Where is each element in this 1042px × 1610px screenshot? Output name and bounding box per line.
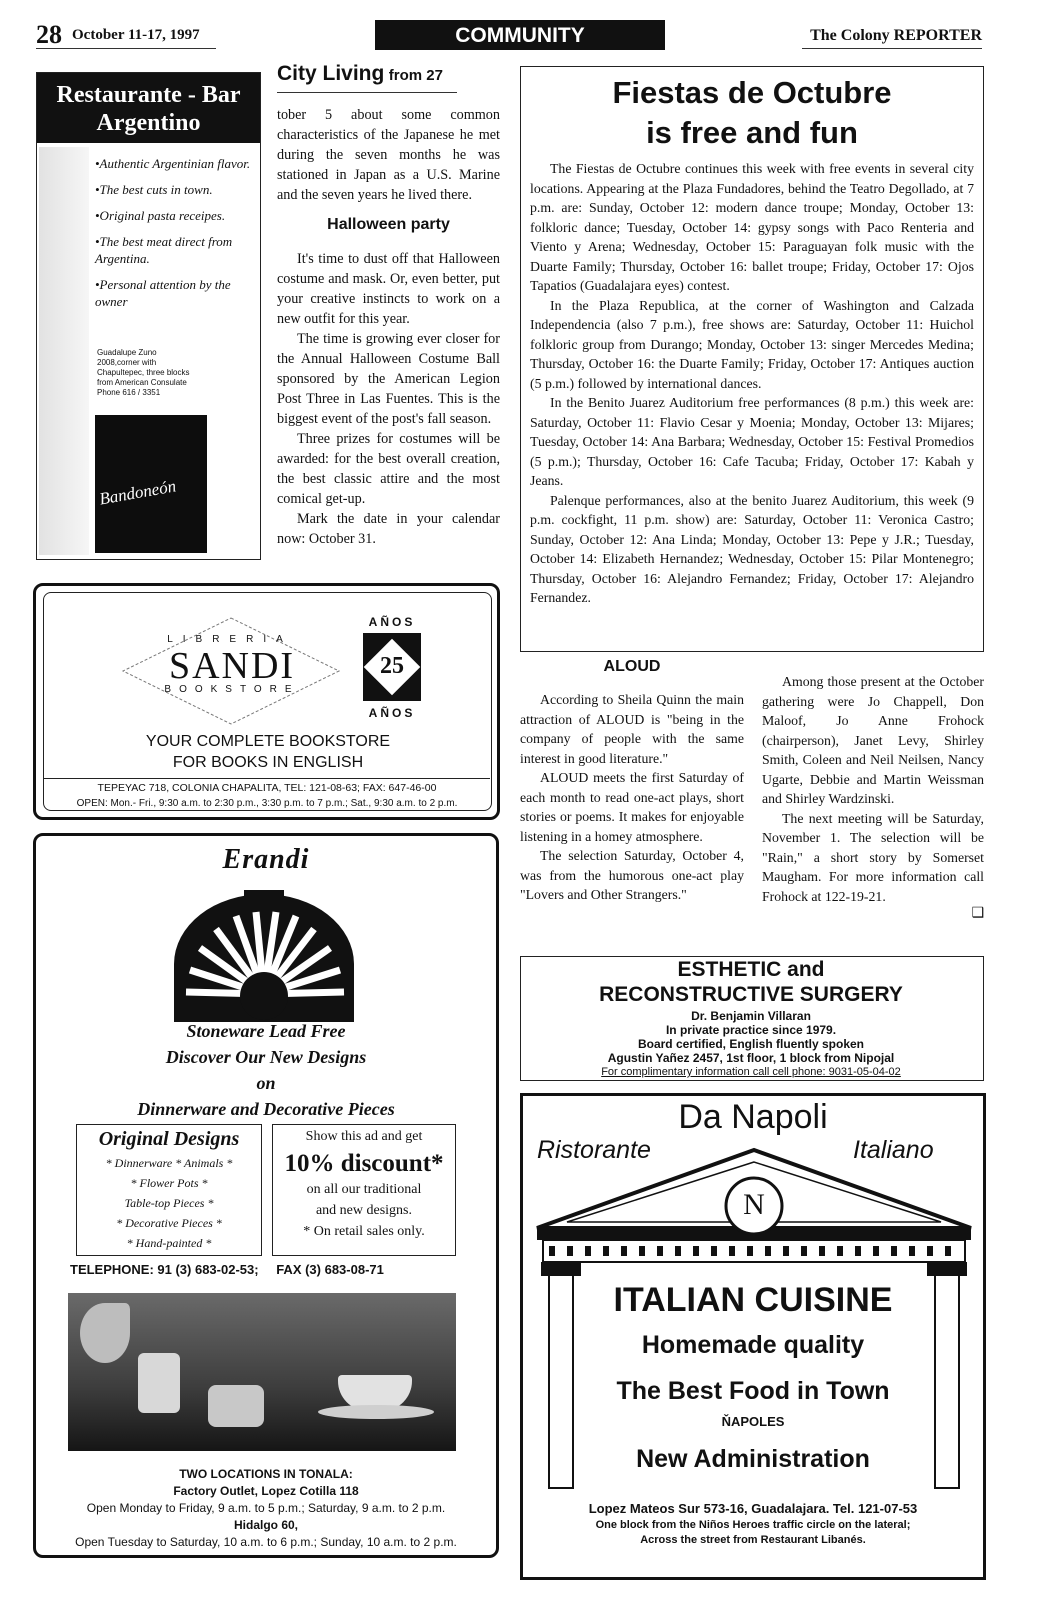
sandi-address: TEPEYAC 718, COLONIA CHAPALITA, TEL: 121-08-63; FAX: 647-46-00 (97, 782, 437, 794)
discount-line: * On retail sales only. (303, 1224, 425, 1239)
paragraph: It's time to dust off that Halloween costume and mask. Or, even better, put your creative instincts to work on a new outfit for this year. (277, 251, 500, 327)
napoli-italiano: Italiano (853, 1136, 934, 1164)
sandi-divider (44, 778, 490, 779)
headline-from: from 27 (388, 67, 443, 84)
napoli-monogram: N (743, 1188, 765, 1221)
bandoneon-logo (95, 415, 207, 553)
address-line: Guadalupe Zuno (97, 348, 157, 357)
sandi-bottom-letters: BOOKSTORE (164, 684, 300, 695)
issue-date: October 11-17, 1997 (72, 27, 200, 43)
headline-line2: is free and fun (646, 115, 858, 150)
napoles-line: ŇAPOLES (721, 1414, 785, 1429)
slogan-line: on (256, 1073, 276, 1093)
designs-title: Original Designs (98, 1128, 240, 1150)
arch-top (244, 890, 284, 906)
paragraph: The time is growing ever closer for the Annual Halloween Costume Ball sponsored by the American Legion Post Three in Las Fuentes. This is the biggest event of the post's fall season. (277, 331, 500, 427)
anniversary-badge (363, 633, 421, 701)
city-living-body (277, 105, 500, 549)
napoli-directions: Across the street from Restaurant Libanés. (640, 1534, 866, 1546)
fiestas-article (520, 66, 984, 652)
detail-line: In private practice since 1979. (665, 1023, 837, 1037)
ad-da-napoli (520, 1093, 986, 1580)
ad-argentino (36, 72, 261, 560)
detail-line: Board certified, English fluently spoken (637, 1037, 865, 1051)
paper-name: The Colony REPORTER (810, 27, 982, 44)
section-title: COMMUNITY (455, 24, 585, 47)
anniversary-number: 25 (380, 653, 404, 679)
header-rule-right (802, 48, 982, 49)
left-column (549, 1268, 573, 1488)
designs-item: * Flower Pots * (130, 1176, 208, 1190)
paragraph: The next meeting will be Saturday, November 1. The selection will be "Rain," a short story by Somerset Maugham. For more information call Frohock at 122-19-21. (762, 810, 984, 904)
erandi-designs-box (76, 1124, 262, 1256)
napoli-directions: One block from the Niños Heroes traffic circle on the lateral; (595, 1519, 911, 1531)
argentino-title-line2: Argentino (96, 110, 201, 136)
left-capital (541, 1262, 581, 1276)
slogan-line: Dinnerware and Decorative Pieces (137, 1099, 395, 1119)
anos-bottom: AÑOS (368, 706, 416, 720)
location-name: Hidalgo 60, (233, 1518, 298, 1532)
city-living-headline (277, 62, 500, 92)
cuisine-line: ITALIAN CUISINE (613, 1281, 893, 1319)
best-line: The Best Food in Town (616, 1377, 890, 1405)
argentino-address (97, 348, 247, 398)
end-mark: ❑ (971, 905, 984, 920)
anos-top: AÑOS (368, 615, 416, 629)
slogan-line: Discover Our New Designs (165, 1047, 367, 1067)
quality-line: Homemade quality (641, 1331, 865, 1359)
napoli-ristorante: Ristorante (537, 1136, 651, 1164)
bullet-item: •Personal attention by the owner (95, 277, 231, 309)
fiestas-body (530, 159, 974, 608)
ad-esthetic-surgery (520, 956, 984, 1081)
fiestas-headline (530, 73, 974, 153)
location-name: Factory Outlet, Lopez Cotilla 118 (173, 1484, 359, 1498)
paragraph: In the Plaza Republica, at the corner of Washington and Calzada Independencia (also 7 p.m.), free shows are: Saturday, October 11: Huichol folkloric group from Durango; Monday, October 13: singer Mercedes Medina; Thursday, October 16: the Duarte Family; Friday, October 17: Antiques auction (5 p.m.) followed by international dances. (530, 297, 974, 391)
aloud-column-2 (762, 672, 984, 920)
aloud-subhead: ALOUD (603, 658, 661, 675)
designs-item: * Decorative Pieces * (116, 1216, 222, 1230)
erandi-slogans (36, 1018, 496, 1122)
headline-rule (277, 92, 457, 93)
paragraph: Mark the date in your calendar now: October 31. (277, 511, 500, 547)
doctor-name: Dr. Benjamin Villaran (691, 1009, 811, 1023)
location-hours: Open Tuesday to Saturday, 10 a.m. to 6 p.m.; Sunday, 10 a.m. to 2 p.m. (75, 1535, 457, 1549)
page-header (36, 18, 982, 52)
sandi-name: SANDI (168, 645, 296, 687)
bullet-item: •Authentic Argentinian flavor. (95, 156, 251, 171)
bandoneon-signature: Bandoneón (97, 476, 178, 509)
designs-item: * Hand-painted * (126, 1236, 212, 1250)
designs-item: Table-top Pieces * (124, 1196, 214, 1210)
intro-paragraph: tober 5 about some common characteristics of the Japanese he met during the seven months he was stationed in Japan as a U.S. Marine and the seven years he lived there. (277, 107, 500, 203)
discount-amount: 10% discount* (284, 1150, 444, 1177)
address-line: 2008,corner with (97, 358, 157, 367)
erandi-phone-line (70, 1262, 470, 1277)
argentino-title (37, 73, 260, 143)
headline-line1: Fiestas de Octubre (612, 75, 892, 110)
napoli-body (583, 1278, 923, 1488)
napoli-address: Lopez Mateos Sur 573-16, Guadalajara. Tel. 121-07-53 (588, 1501, 918, 1516)
address-line: Phone 616 / 3351 (97, 388, 161, 397)
location-hours: Open Monday to Friday, 9 a.m. to 5 p.m.; Saturday, 9 a.m. to 2 p.m. (86, 1501, 446, 1515)
paragraph: ALOUD meets the first Saturday of each month to read one-act plays, short stories or poems. It makes for enjoyable listening in a homey atmosphere. (520, 770, 744, 844)
paragraph: Among those present at the October gathering were Jo Chappell, Don Maloof, Jo Anne Frohock (chairperson), Janet Levy, Shirley Smith, Coleen and Neil Neilsen, Nancy Ugarte, Debbie and Martin Weissman and Shirley Wardzinski. (762, 674, 984, 806)
erandi-discount-box (272, 1124, 456, 1256)
esthetic-details (521, 1009, 981, 1079)
bullet-item: •The best meat direct from Argentina. (95, 234, 233, 266)
erandi-locations (36, 1466, 496, 1551)
detail-line: For complimentary information call cell phone: 9031-05-04-02 (601, 1066, 901, 1078)
address-line: from American Consulate (97, 378, 187, 387)
saucer-shape (318, 1405, 434, 1419)
section-banner (375, 20, 665, 50)
argentino-title-line1: Restaurante - Bar (56, 82, 241, 108)
esthetic-title-line1: ESTHETIC and (677, 958, 825, 981)
tagline-line2: FOR BOOKS IN ENGLISH (172, 754, 364, 771)
argentino-bullets (95, 155, 255, 310)
mug-shape (138, 1353, 180, 1413)
address-line: Chapultepec, three blocks (97, 368, 190, 377)
napoli-address-block (523, 1500, 983, 1548)
bullet-item: •Original pasta receipes. (95, 208, 226, 223)
sun-center (240, 972, 288, 1020)
discount-line: and new designs. (315, 1203, 413, 1218)
ad-sandi (33, 583, 500, 820)
pottery-photo (68, 1293, 456, 1451)
sandi-tagline (66, 731, 470, 773)
paragraph: In the Benito Juarez Auditorium free performances (8 p.m.) this week are: Saturday, October 11: Flavio Cesar y Moenia; Monday, October 13: Mijares; Tuesday, October 14: Ana Barbara; Wednesday, October 15: Festival Promedios (5 p.m.); Thursday, October 16: Cafe Tacuba; Friday, October 17: Kabah y Jeans. (530, 395, 974, 488)
slogan-line: Stoneware Lead Free (186, 1021, 346, 1041)
esthetic-title (521, 957, 981, 1007)
paragraph: The Fiestas de Octubre continues this week with free events in several city locations. Appearing at the Plaza Fundadores, behind the Teatro Degollado, at 7 p.m. are: Sunday, October 12: modern dance troupe; Monday, October 13: folkloric dance; Tuesday, October 14: gypsy songs with Paco Renteria and Viento y Arena; Wednesday, October 15: Paraguayan folk music with the Duarte Family; Thursday, October 16: ballet troupe; Friday, October 17: Ojos Tapatios (Guadalajara eyes) contest. (530, 161, 974, 293)
paragraph: According to Sheila Quinn the main attraction of ALOUD is "being in the company of people with the same interest in good literature." (520, 692, 744, 766)
halloween-subhead: Halloween party (327, 216, 450, 233)
headline-text: City Living (277, 62, 385, 85)
admin-line: New Administration (636, 1445, 870, 1473)
erandi-name: Erandi (222, 844, 310, 875)
erandi-telephone: TELEPHONE: 91 (3) 683-02-53; (70, 1262, 259, 1277)
right-column (935, 1268, 959, 1488)
sandi-top-letters: LIBRERIA (167, 634, 293, 645)
city-living-article (277, 62, 500, 549)
detail-line: Agustin Yañez 2457, 1st floor, 1 block from Nipojal (607, 1051, 895, 1065)
discount-line: on all our traditional (306, 1182, 422, 1197)
erandi-sunburst-logo (164, 884, 364, 1024)
page-number: 28 (36, 20, 62, 49)
erandi-fax: FAX (3) 683-08-71 (276, 1262, 384, 1277)
paragraph: Palenque performances, also at the benito Juarez Auditorium, this week (9 p.m. cockfight, 11 p.m. show) are: Saturday, October 11: Veronica Castro; Sunday, October 12: Ana Linda; Monday, October 13: Pepe y J.R.; Tuesday, October 14: Elizabeth Hernandez; Wednesday, October 15: Pilar Montenegro; Thursday, October 16: Alejandro Fernandez; Friday, October 17: Alejandro Fernandez. (530, 492, 974, 605)
tagline-line1: YOUR COMPLETE BOOKSTORE (145, 733, 391, 750)
mug-shape (208, 1385, 264, 1427)
right-capital (927, 1262, 967, 1276)
napoli-name: Da Napoli (678, 1098, 828, 1136)
discount-line: Show this ad and get (305, 1129, 423, 1144)
moon-figure (80, 1303, 130, 1363)
esthetic-title-line2: RECONSTRUCTIVE SURGERY (599, 983, 903, 1006)
designs-item: * Dinnerware * Animals * (105, 1156, 233, 1170)
header-rule (36, 48, 216, 49)
sandi-hours: OPEN: Mon.- Fri., 9:30 a.m. to 2:30 p.m., 3:30 p.m. to 7 p.m.; Sat., 9:30 a.m. to 2 p.m. (76, 798, 458, 809)
paragraph: The selection Saturday, October 4, was from the humorous one-act play "Lovers and Other Strangers." (520, 848, 744, 902)
bullet-item: •The best cuts in town. (95, 182, 213, 197)
ad-erandi (33, 833, 499, 1558)
paragraph: Three prizes for costumes will be awarded: for the best overall creation, the best classic attire and the most comical get-up. (277, 431, 500, 507)
argentino-side-strip (39, 147, 89, 555)
locations-title: TWO LOCATIONS IN TONALA: (179, 1467, 353, 1481)
aloud-column-1 (520, 690, 744, 905)
